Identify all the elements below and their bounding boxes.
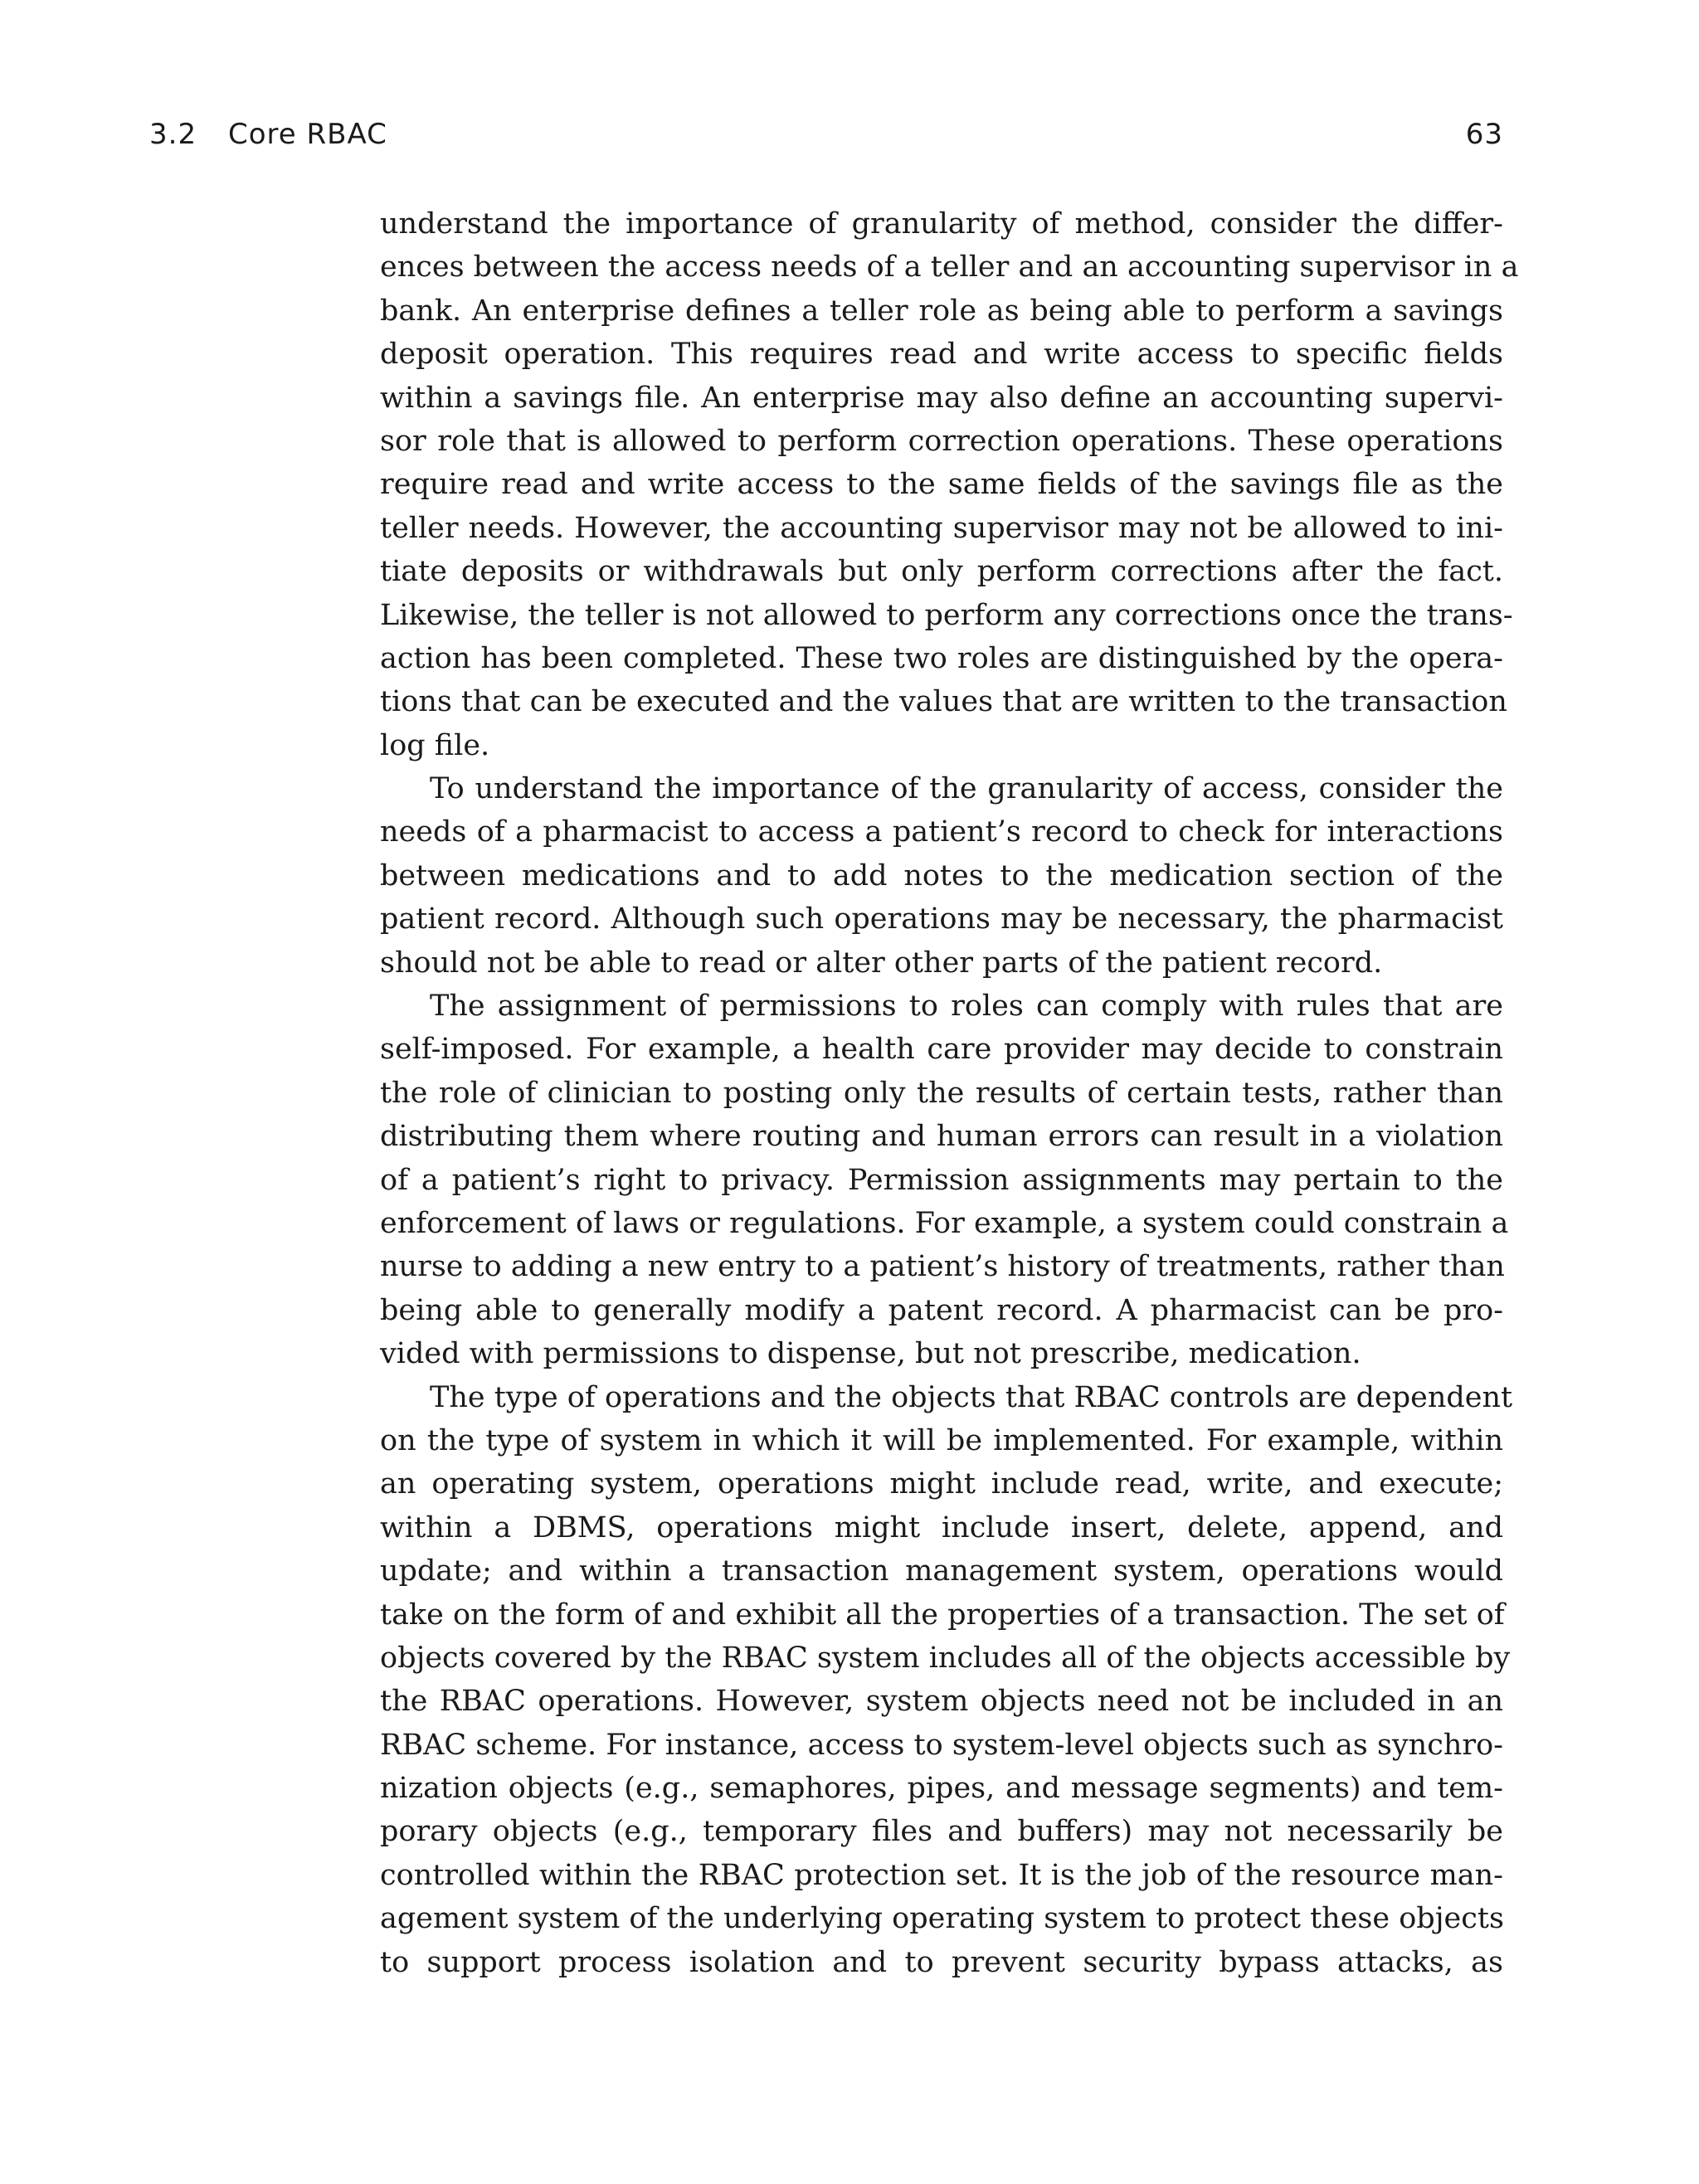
paragraph-1 bbox=[380, 202, 1519, 767]
section-title: Core RBAC bbox=[228, 118, 387, 151]
body-text bbox=[380, 202, 1519, 1984]
paragraph-2 bbox=[380, 767, 1503, 985]
text-line: sor role that is allowed to perform correction operations. These operations bbox=[380, 424, 1503, 458]
text-line: deposit operation. This requires read and write access to specific fields bbox=[380, 338, 1503, 372]
text-line: within a DBMS, operations might include insert, delete, append, and bbox=[380, 1510, 1503, 1544]
text-line: ences between the access needs of a teller and an accounting supervisor in a bbox=[380, 251, 1519, 285]
text-line: between medications and to add notes to the medication section of the bbox=[380, 859, 1503, 893]
page-number: 63 bbox=[1465, 118, 1503, 151]
text-line: on the type of system in which it will be implemented. For example, within bbox=[380, 1423, 1503, 1457]
text-line: bank. An enterprise defines a teller role as being able to perform a savings bbox=[380, 294, 1503, 328]
text-line: enforcement of laws or regulations. For example, a system could constrain a bbox=[380, 1206, 1509, 1240]
text-line: within a savings file. An enterprise may also define an accounting supervi- bbox=[380, 381, 1503, 415]
section-number: 3.2 bbox=[149, 118, 197, 151]
paragraph-4 bbox=[380, 1376, 1513, 1984]
text-line: require read and write access to the same fields of the savings file as the bbox=[380, 468, 1503, 502]
text-line: to support process isolation and to prevent security bypass attacks, as bbox=[380, 1945, 1503, 1979]
text-line: should not be able to read or alter other parts of the patient record. bbox=[380, 946, 1383, 980]
text-line: Likewise, the teller is not allowed to perform any corrections once the trans- bbox=[380, 598, 1513, 632]
text-line: the RBAC operations. However, system objects need not be included in an bbox=[380, 1685, 1503, 1719]
text-line: patient record. Although such operations may be necessary, the pharmacist bbox=[380, 902, 1503, 936]
text-line: being able to generally modify a patent record. A pharmacist can be pro- bbox=[380, 1293, 1503, 1327]
text-line: tions that can be executed and the values that are written to the transaction bbox=[380, 685, 1507, 719]
text-line: log file. bbox=[380, 728, 490, 762]
text-line: vided with permissions to dispense, but not prescribe, medication. bbox=[380, 1337, 1361, 1371]
text-line: the role of clinician to posting only the results of certain tests, rather than bbox=[380, 1076, 1503, 1110]
text-line: To understand the importance of the granularity of access, consider the bbox=[430, 772, 1503, 806]
text-line: understand the importance of granularity of method, consider the differ- bbox=[380, 207, 1503, 241]
text-line: action has been completed. These two roles are distinguished by the opera- bbox=[380, 641, 1503, 675]
text-line: take on the form of and exhibit all the properties of a transaction. The set of bbox=[380, 1598, 1505, 1632]
text-line: of a patient’s right to privacy. Permission assignments may pertain to the bbox=[380, 1163, 1503, 1197]
text-line: controlled within the RBAC protection set. It is the job of the resource man- bbox=[380, 1858, 1503, 1892]
text-line: agement system of the underlying operating system to protect these objects bbox=[380, 1902, 1504, 1936]
text-line: RBAC scheme. For instance, access to system-level objects such as synchro- bbox=[380, 1728, 1503, 1762]
text-line: self-imposed. For example, a health care provider may decide to constrain bbox=[380, 1033, 1503, 1067]
text-line: nurse to adding a new entry to a patient’s history of treatments, rather than bbox=[380, 1250, 1505, 1284]
text-line: update; and within a transaction management system, operations would bbox=[380, 1554, 1503, 1588]
text-line: distributing them where routing and human errors can result in a violation bbox=[380, 1120, 1503, 1154]
text-line: nization objects (e.g., semaphores, pipes, and message segments) and tem- bbox=[380, 1772, 1503, 1806]
text-line: The assignment of permissions to roles can comply with rules that are bbox=[430, 990, 1503, 1024]
text-line: The type of operations and the objects that RBAC controls are dependent bbox=[430, 1380, 1513, 1414]
text-line: an operating system, operations might include read, write, and execute; bbox=[380, 1467, 1503, 1501]
text-line: objects covered by the RBAC system includes all of the objects accessible by bbox=[380, 1641, 1511, 1675]
text-line: needs of a pharmacist to access a patient’s record to check for interactions bbox=[380, 815, 1503, 849]
text-line: teller needs. However, the accounting supervisor may not be allowed to ini- bbox=[380, 511, 1503, 545]
paragraph-3 bbox=[380, 985, 1509, 1376]
text-line: porary objects (e.g., temporary files and buffers) may not necessarily be bbox=[380, 1815, 1503, 1849]
running-head bbox=[149, 118, 1503, 156]
text-line: tiate deposits or withdrawals but only perform corrections after the fact. bbox=[380, 555, 1503, 589]
